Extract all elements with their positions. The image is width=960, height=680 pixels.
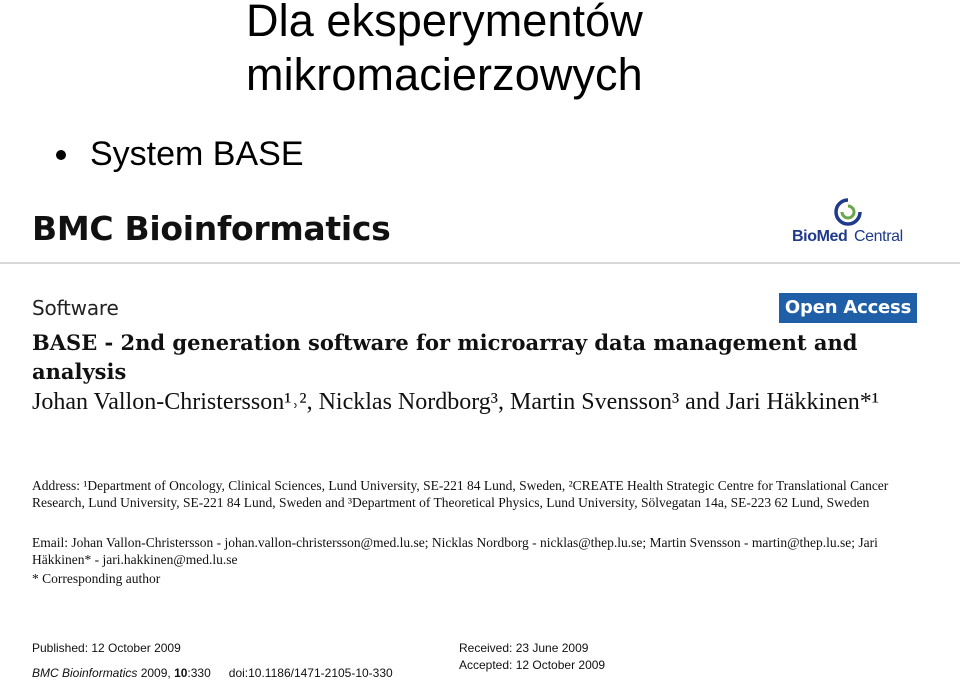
open-access-badge: Open Access (779, 293, 917, 323)
citation-pages: :330 (187, 666, 211, 680)
slide-title-line-1: Dla eksperymentów (246, 0, 643, 46)
published-date: Published: 12 October 2009 (32, 641, 181, 655)
paper-header-image (0, 192, 960, 680)
journal-title: BMC Bioinformatics (32, 209, 391, 248)
divider (0, 262, 960, 264)
bullet-item (56, 134, 304, 174)
citation-year: 2009, (137, 666, 175, 680)
bullet-dot-icon (56, 150, 66, 160)
author-list: Johan Vallon-Christersson¹˒², Nicklas Nordborg³, Martin Svensson³ and Jari Häkkinen*¹ (32, 389, 879, 415)
citation-doi: doi:10.1186/1471-2105-10-330 (228, 666, 393, 680)
slide-title (246, 0, 946, 102)
slide-title-line-2: mikromacierzowych (246, 49, 643, 100)
citation-volume: 10 (174, 666, 188, 680)
citation-journal: BMC Bioinformatics (32, 666, 138, 680)
author-emails: Email: Johan Vallon-Christersson - johan.vallon-christersson@med.lu.se; Nicklas Nordborg - nicklas@thep.lu.se; Martin Svensson - martin@thep.lu.se; Jari Häkkinen* - jari.hakkinen@med.lu.se (32, 535, 878, 567)
citation (32, 666, 393, 680)
biomed-logo-icon (832, 198, 864, 228)
bullet-text: System BASE (90, 135, 304, 173)
received-date: Received: 23 June 2009 (459, 641, 589, 655)
logo-central-text: Central (854, 228, 903, 245)
corresponding-author-note: * Corresponding author (32, 571, 161, 586)
affiliation-address: Address: ¹Department of Oncology, Clinical Sciences, Lund University, SE-221 84 Lund, Sweden, ²CREATE Health Strategic Centre for Translational Cancer Research, Lund University, SE-221 84 Lund, Sweden and ³Department of Theoretical Physics, Lund University, Sölvegatan 14a, SE-223 62 Lund, Sweden (32, 478, 889, 510)
logo-bio-text: BioMed (792, 228, 848, 245)
paper-title: BASE - 2nd generation software for microarray data management and analysis (32, 330, 858, 384)
biomed-central-logo (790, 198, 910, 250)
accepted-date: Accepted: 12 October 2009 (459, 658, 606, 672)
section-label: Software (32, 296, 119, 320)
